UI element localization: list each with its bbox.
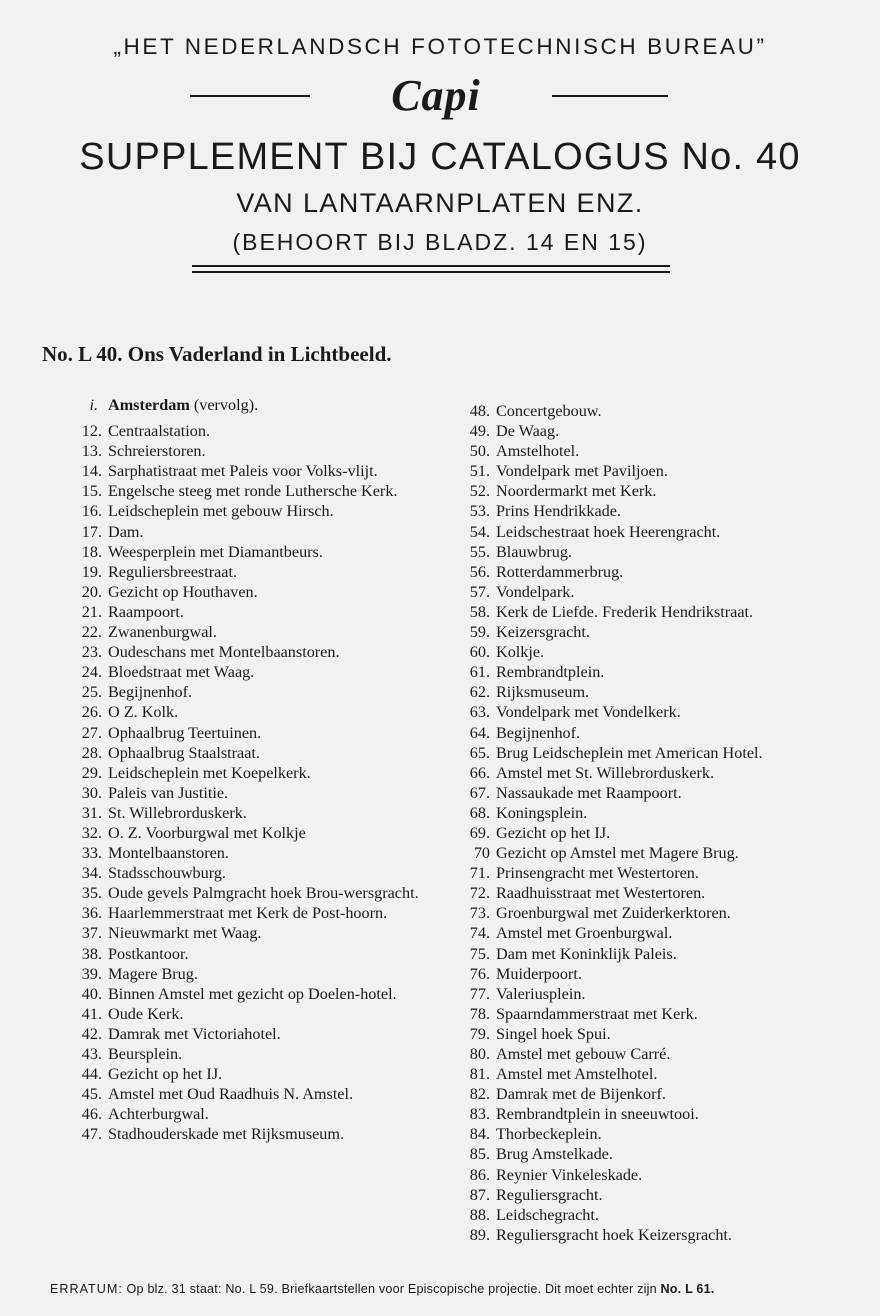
entry-number: 41. <box>81 1004 102 1023</box>
entry-number: 72. <box>469 884 490 903</box>
entry-number: 50. <box>469 442 490 461</box>
catalogue-entry <box>450 642 870 662</box>
catalogue-entry <box>450 1104 870 1124</box>
entry-number: 49. <box>469 422 490 441</box>
catalogue-entry <box>450 823 870 843</box>
catalogue-entry <box>450 964 870 984</box>
entry-title: Amstel met gebouw Carré. <box>496 1045 671 1063</box>
entry-number: 28. <box>81 743 102 762</box>
entry-title: St. Willebrorduskerk. <box>108 803 247 822</box>
entry-number: 42. <box>81 1024 102 1043</box>
entry-title: Amstel met Amstelhotel. <box>496 1065 658 1084</box>
catalogue-entry <box>450 602 870 622</box>
entry-number: 31. <box>81 803 102 822</box>
entry-title: Rembrandtplein. <box>496 663 605 682</box>
entry-number: 71. <box>469 864 490 883</box>
entry-title: Sarphatistraat met Paleis voor Volks-vlijt. <box>108 462 378 481</box>
catalogue-entry <box>60 582 450 602</box>
entry-number: 52. <box>469 482 490 501</box>
entry-number: 83. <box>469 1105 490 1124</box>
catalogue-entry <box>60 702 450 722</box>
catalogue-entry <box>60 923 450 943</box>
brand-rule-left <box>190 95 310 97</box>
entry-number: 40. <box>81 984 102 1003</box>
entry-title: Zwanenburgwal. <box>108 623 217 642</box>
catalogue-entry <box>60 1104 450 1124</box>
entry-number: 48. <box>469 402 490 420</box>
catalogue-entry <box>60 481 450 501</box>
entry-title: Raampoort. <box>108 602 184 621</box>
entry-number: 88. <box>469 1205 490 1224</box>
entry-number: 37. <box>81 924 102 943</box>
entry-number: 46. <box>81 1105 102 1124</box>
entry-number: 73. <box>469 904 490 923</box>
entry-number: 56. <box>469 562 490 581</box>
entry-number: 69. <box>469 823 490 842</box>
entry-title: Begijnenhof. <box>108 683 193 702</box>
entry-title: Rotterdammerbrug. <box>496 562 624 581</box>
entry-title: Dam. <box>108 522 144 541</box>
catalogue-entry <box>450 1084 870 1104</box>
catalogue-entry <box>450 1044 870 1064</box>
entry-title: Leidscheplein met gebouw Hirsch. <box>108 502 334 521</box>
catalogue-entry <box>450 743 870 763</box>
entry-title: Reguliersbreestraat. <box>108 562 237 581</box>
catalogue-entry <box>450 863 870 883</box>
page-title: SUPPLEMENT BIJ CATALOGUS No. 40 <box>79 136 801 178</box>
entry-title: Rijksmuseum. <box>496 683 590 702</box>
entry-title: Nieuwmarkt met Waag. <box>108 924 262 943</box>
entry-title: Paleis van Justitie. <box>108 783 229 802</box>
entry-title: Postkantoor. <box>108 944 189 963</box>
entry-number: 86. <box>469 1165 490 1184</box>
catalogue-entry <box>450 1024 870 1044</box>
entry-number: 76. <box>469 964 490 983</box>
publisher-name: „HET NEDERLANDSCH FOTOTECHNISCH BUREAU” <box>113 34 767 59</box>
catalogue-entry <box>450 682 870 702</box>
entry-title: Kerk de Liefde. Frederik Hendrikstraat. <box>496 602 754 621</box>
entry-title: Gezicht op Amstel met Magere Brug. <box>496 844 739 863</box>
entry-number: 26. <box>81 703 102 722</box>
catalogue-entry <box>60 501 450 521</box>
entry-title: Centraalstation. <box>108 422 211 441</box>
entry-title: Magere Brug. <box>108 964 198 983</box>
entry-title: Oude Kerk. <box>108 1004 184 1023</box>
entry-number: 18. <box>81 542 102 561</box>
entry-number: 36. <box>81 904 102 923</box>
entry-title: Brug Leidscheplein met American Hotel. <box>496 743 763 762</box>
entry-title: Reynier Vinkeleskade. <box>496 1165 643 1184</box>
entry-title: Noordermarkt met Kerk. <box>496 482 657 501</box>
entry-number: 58. <box>469 602 490 621</box>
entry-title: Kolkje. <box>496 643 545 662</box>
entry-number: 12. <box>81 422 102 441</box>
entry-title: O. Z. Voorburgwal met Kolkje <box>108 823 306 842</box>
entry-number: 53. <box>469 502 490 521</box>
catalogue-entry <box>60 944 450 964</box>
entry-number: 62. <box>469 683 490 702</box>
entry-number: 64. <box>469 723 490 742</box>
erratum-text: Op blz. 31 staat: No. L 59. Briefkaartstellen voor Episcopische projectie. Dit moet echter zijn <box>126 1282 657 1296</box>
entry-number: 89. <box>469 1225 490 1244</box>
entry-number: 57. <box>469 582 490 601</box>
catalogue-entry <box>60 562 450 582</box>
catalogue-entry <box>450 1185 870 1205</box>
entry-number: 51. <box>469 462 490 481</box>
catalogue-entry <box>450 783 870 803</box>
entry-number: 60. <box>469 643 490 662</box>
entry-number: 21. <box>81 602 102 621</box>
entry-title: Muiderpoort. <box>496 964 582 983</box>
catalogue-entry <box>450 843 870 863</box>
catalogue-entry <box>60 1044 450 1064</box>
brand-row <box>0 70 880 120</box>
catalogue-entry <box>450 803 870 823</box>
entry-title: Oudeschans met Montelbaanstoren. <box>108 643 340 662</box>
entry-title: Montelbaanstoren. <box>108 844 229 863</box>
entry-title: Amstel met Groenburgwal. <box>496 924 673 943</box>
entry-number: 79. <box>469 1024 490 1043</box>
entry-title: Koningsplein. <box>496 803 588 822</box>
entry-number: 17. <box>81 522 102 541</box>
catalogue-entry <box>60 783 450 803</box>
catalogue-entry <box>450 723 870 743</box>
entry-title: Leidschestraat hoek Heerengracht. <box>496 522 721 541</box>
catalogue-entry <box>60 743 450 763</box>
entry-title: Oude gevels Palmgracht hoek Brou-wersgracht. <box>108 884 419 903</box>
entry-number: 70 <box>473 844 490 863</box>
entry-title: Vondelpark met Paviljoen. <box>496 462 668 481</box>
catalogue-entry <box>450 763 870 783</box>
catalogue-entry <box>450 421 870 441</box>
catalogue-entry <box>450 461 870 481</box>
entry-number: 59. <box>469 623 490 642</box>
catalogue-entry <box>60 964 450 984</box>
entry-title: Keizersgracht. <box>496 623 590 642</box>
entry-number: 77. <box>469 984 490 1003</box>
entry-title: Achterburgwal. <box>108 1105 209 1124</box>
catalogue-entry <box>60 461 450 481</box>
entry-title: Haarlemmerstraat met Kerk de Post-hoorn. <box>108 904 388 923</box>
catalogue-entry <box>60 903 450 923</box>
entry-number: 32. <box>81 823 102 842</box>
catalogue-entry <box>450 401 870 421</box>
entry-number: 20. <box>81 582 102 601</box>
catalogue-entry <box>450 1004 870 1024</box>
entry-number: 24. <box>81 663 102 682</box>
catalogue-entry <box>60 863 450 883</box>
entry-number: 27. <box>81 723 102 742</box>
entry-number: 16. <box>81 502 102 521</box>
entry-number: 54. <box>469 522 490 541</box>
entry-title: Rembrandtplein in sneeuwtooi. <box>496 1105 699 1124</box>
catalogue-entry <box>60 1084 450 1104</box>
catalogue-entry <box>60 1124 450 1144</box>
catalogue-entry <box>450 1205 870 1225</box>
entry-title: Leidschegracht. <box>496 1205 599 1224</box>
catalogue-entry <box>60 421 450 441</box>
entry-number: 43. <box>81 1045 102 1063</box>
entry-title: Begijnenhof. <box>496 723 581 742</box>
catalogue-entry <box>450 1064 870 1084</box>
catalogue-entry <box>60 1064 450 1084</box>
catalogue-entry <box>60 662 450 682</box>
catalogue-entry <box>450 582 870 602</box>
entry-title: Weesperplein met Diamantbeurs. <box>108 542 323 561</box>
entry-title: Gezicht op Houthaven. <box>108 582 258 601</box>
entry-number: 78. <box>469 1004 490 1023</box>
erratum-note <box>50 1282 850 1296</box>
erratum-correction: No. L 61. <box>660 1282 715 1296</box>
entry-title: Thorbeckeplein. <box>496 1125 602 1144</box>
catalogue-entry <box>450 1165 870 1185</box>
section-index: i. <box>89 396 98 414</box>
entry-title: Amstel met Oud Raadhuis N. Amstel. <box>108 1085 354 1104</box>
catalogue-entry <box>450 1144 870 1164</box>
catalogue-entry <box>450 984 870 1004</box>
entry-number: 65. <box>469 743 490 762</box>
entry-number: 80. <box>469 1045 490 1063</box>
entry-number: 44. <box>81 1065 102 1084</box>
catalogue-entry <box>450 662 870 682</box>
section-title <box>108 395 258 415</box>
catalogue-entry <box>450 923 870 943</box>
catalogue-entry <box>60 441 450 461</box>
brand-rule-right <box>552 95 668 97</box>
section-heading <box>60 395 450 415</box>
entry-number: 39. <box>81 964 102 983</box>
entry-number: 87. <box>469 1185 490 1204</box>
entry-number: 14. <box>81 462 102 481</box>
entry-number: 25. <box>81 683 102 702</box>
entry-number: 19. <box>81 562 102 581</box>
entry-title: Singel hoek Spui. <box>496 1024 611 1043</box>
entry-number: 68. <box>469 803 490 822</box>
entry-title: Gezicht op het IJ. <box>108 1065 223 1084</box>
entry-title: Binnen Amstel met gezicht op Doelen-hotel. <box>108 984 397 1003</box>
section-name: Amsterdam <box>108 396 190 414</box>
entry-title: Reguliersgracht. <box>496 1185 603 1204</box>
right-column <box>450 401 870 1245</box>
catalogue-entry <box>450 562 870 582</box>
entry-title: Bloedstraat met Waag. <box>108 663 255 682</box>
entry-number: 23. <box>81 643 102 662</box>
left-column <box>60 395 450 1144</box>
entry-title: Blauwbrug. <box>496 542 572 561</box>
catalogue-entry <box>60 522 450 542</box>
entry-number: 85. <box>469 1145 490 1164</box>
catalogue-entry <box>450 522 870 542</box>
catalogue-entry <box>60 984 450 1004</box>
entry-title: Brug Amstelkade. <box>496 1145 613 1164</box>
entry-title: Vondelpark. <box>496 582 575 601</box>
catalogue-entry <box>60 542 450 562</box>
entry-title: Prinsengracht met Westertoren. <box>496 864 699 883</box>
entry-number: 61. <box>469 663 490 682</box>
double-divider <box>192 265 670 273</box>
catalogue-entry <box>60 723 450 743</box>
entry-title: Dam met Koninklijk Paleis. <box>496 944 677 963</box>
catalogue-entry <box>450 1225 870 1245</box>
series-title: No. L 40. Ons Vaderland in Lichtbeeld. <box>42 342 392 366</box>
entry-title: Prins Hendrikkade. <box>496 502 621 521</box>
catalogue-entry <box>60 763 450 783</box>
catalogue-entry <box>450 542 870 562</box>
entry-number: 15. <box>81 482 102 501</box>
catalogue-entry <box>60 803 450 823</box>
entry-title: Ophaalbrug Staalstraat. <box>108 743 260 762</box>
entry-title: Leidscheplein met Koepelkerk. <box>108 763 311 782</box>
entry-title: Engelsche steeg met ronde Luthersche Kerk. <box>108 482 398 501</box>
catalogue-entry <box>60 1004 450 1024</box>
entry-title: Amstel met St. Willebrorduskerk. <box>496 763 715 782</box>
catalogue-entry <box>450 501 870 521</box>
entry-title: De Waag. <box>496 422 560 441</box>
page-reference: (BEHOORT BIJ BLADZ. 14 EN 15) <box>232 229 648 255</box>
catalogue-entry <box>450 1124 870 1144</box>
entry-number: 81. <box>469 1065 490 1084</box>
catalogue-entry <box>60 883 450 903</box>
catalogue-entry <box>450 903 870 923</box>
entry-number: 55. <box>469 542 490 561</box>
catalogue-entry <box>450 944 870 964</box>
catalogue-entry <box>450 441 870 461</box>
entry-title: Nassaukade met Raampoort. <box>496 783 682 802</box>
catalogue-entry <box>60 602 450 622</box>
entry-number: 74. <box>469 924 490 943</box>
catalogue-entry <box>60 622 450 642</box>
entry-number: 63. <box>469 703 490 722</box>
entry-title: Damrak met de Bijenkorf. <box>496 1085 666 1104</box>
catalogue-entry <box>450 622 870 642</box>
entry-title: Valeriusplein. <box>496 984 586 1003</box>
catalogue-entry <box>60 843 450 863</box>
catalogue-entry <box>60 1024 450 1044</box>
entry-number: 33. <box>81 844 102 863</box>
page-subtitle: VAN LANTAARNPLATEN ENZ. <box>236 188 644 218</box>
entry-number: 29. <box>81 763 102 782</box>
entry-title: Schreierstoren. <box>108 442 206 461</box>
section-suffix: (vervolg). <box>193 396 259 414</box>
entry-title: Ophaalbrug Teertuinen. <box>108 723 262 742</box>
entry-number: 66. <box>469 763 490 782</box>
entry-title: O Z. Kolk. <box>108 703 179 722</box>
entry-title: Stadhouderskade met Rijksmuseum. <box>108 1125 345 1144</box>
entry-number: 22. <box>81 623 102 642</box>
entry-number: 82. <box>469 1085 490 1104</box>
entry-title: Raadhuisstraat met Westertoren. <box>496 884 706 903</box>
entry-title: Stadsschouwburg. <box>108 864 226 883</box>
entry-title: Vondelpark met Vondelkerk. <box>496 703 681 722</box>
entry-title: Damrak met Victoriahotel. <box>108 1024 281 1043</box>
catalogue-entry <box>450 481 870 501</box>
catalogue-entry <box>60 682 450 702</box>
entry-number: 45. <box>81 1085 102 1104</box>
entry-title: Concertgebouw. <box>496 402 602 420</box>
entry-title: Reguliersgracht hoek Keizersgracht. <box>496 1225 732 1244</box>
entry-title: Groenburgwal met Zuiderkerktoren. <box>496 904 731 923</box>
brand-logo: Capi <box>391 71 481 120</box>
entry-title: Amstelhotel. <box>496 442 580 461</box>
entry-number: 30. <box>81 783 102 802</box>
entry-number: 75. <box>469 944 490 963</box>
entry-number: 47. <box>81 1125 102 1144</box>
entry-title: Spaarndammerstraat met Kerk. <box>496 1004 698 1023</box>
entry-number: 38. <box>81 944 102 963</box>
entry-number: 84. <box>469 1125 490 1144</box>
catalogue-entry <box>60 823 450 843</box>
entry-title: Gezicht op het IJ. <box>496 823 611 842</box>
entry-number: 13. <box>81 442 102 461</box>
catalogue-entry <box>450 883 870 903</box>
catalogue-entry <box>450 702 870 722</box>
entry-number: 67. <box>469 783 490 802</box>
entry-number: 35. <box>81 884 102 903</box>
entry-number: 34. <box>81 864 102 883</box>
catalogue-entry <box>60 642 450 662</box>
entry-title: Beursplein. <box>108 1045 183 1063</box>
erratum-label: ERRATUM: <box>50 1282 123 1296</box>
